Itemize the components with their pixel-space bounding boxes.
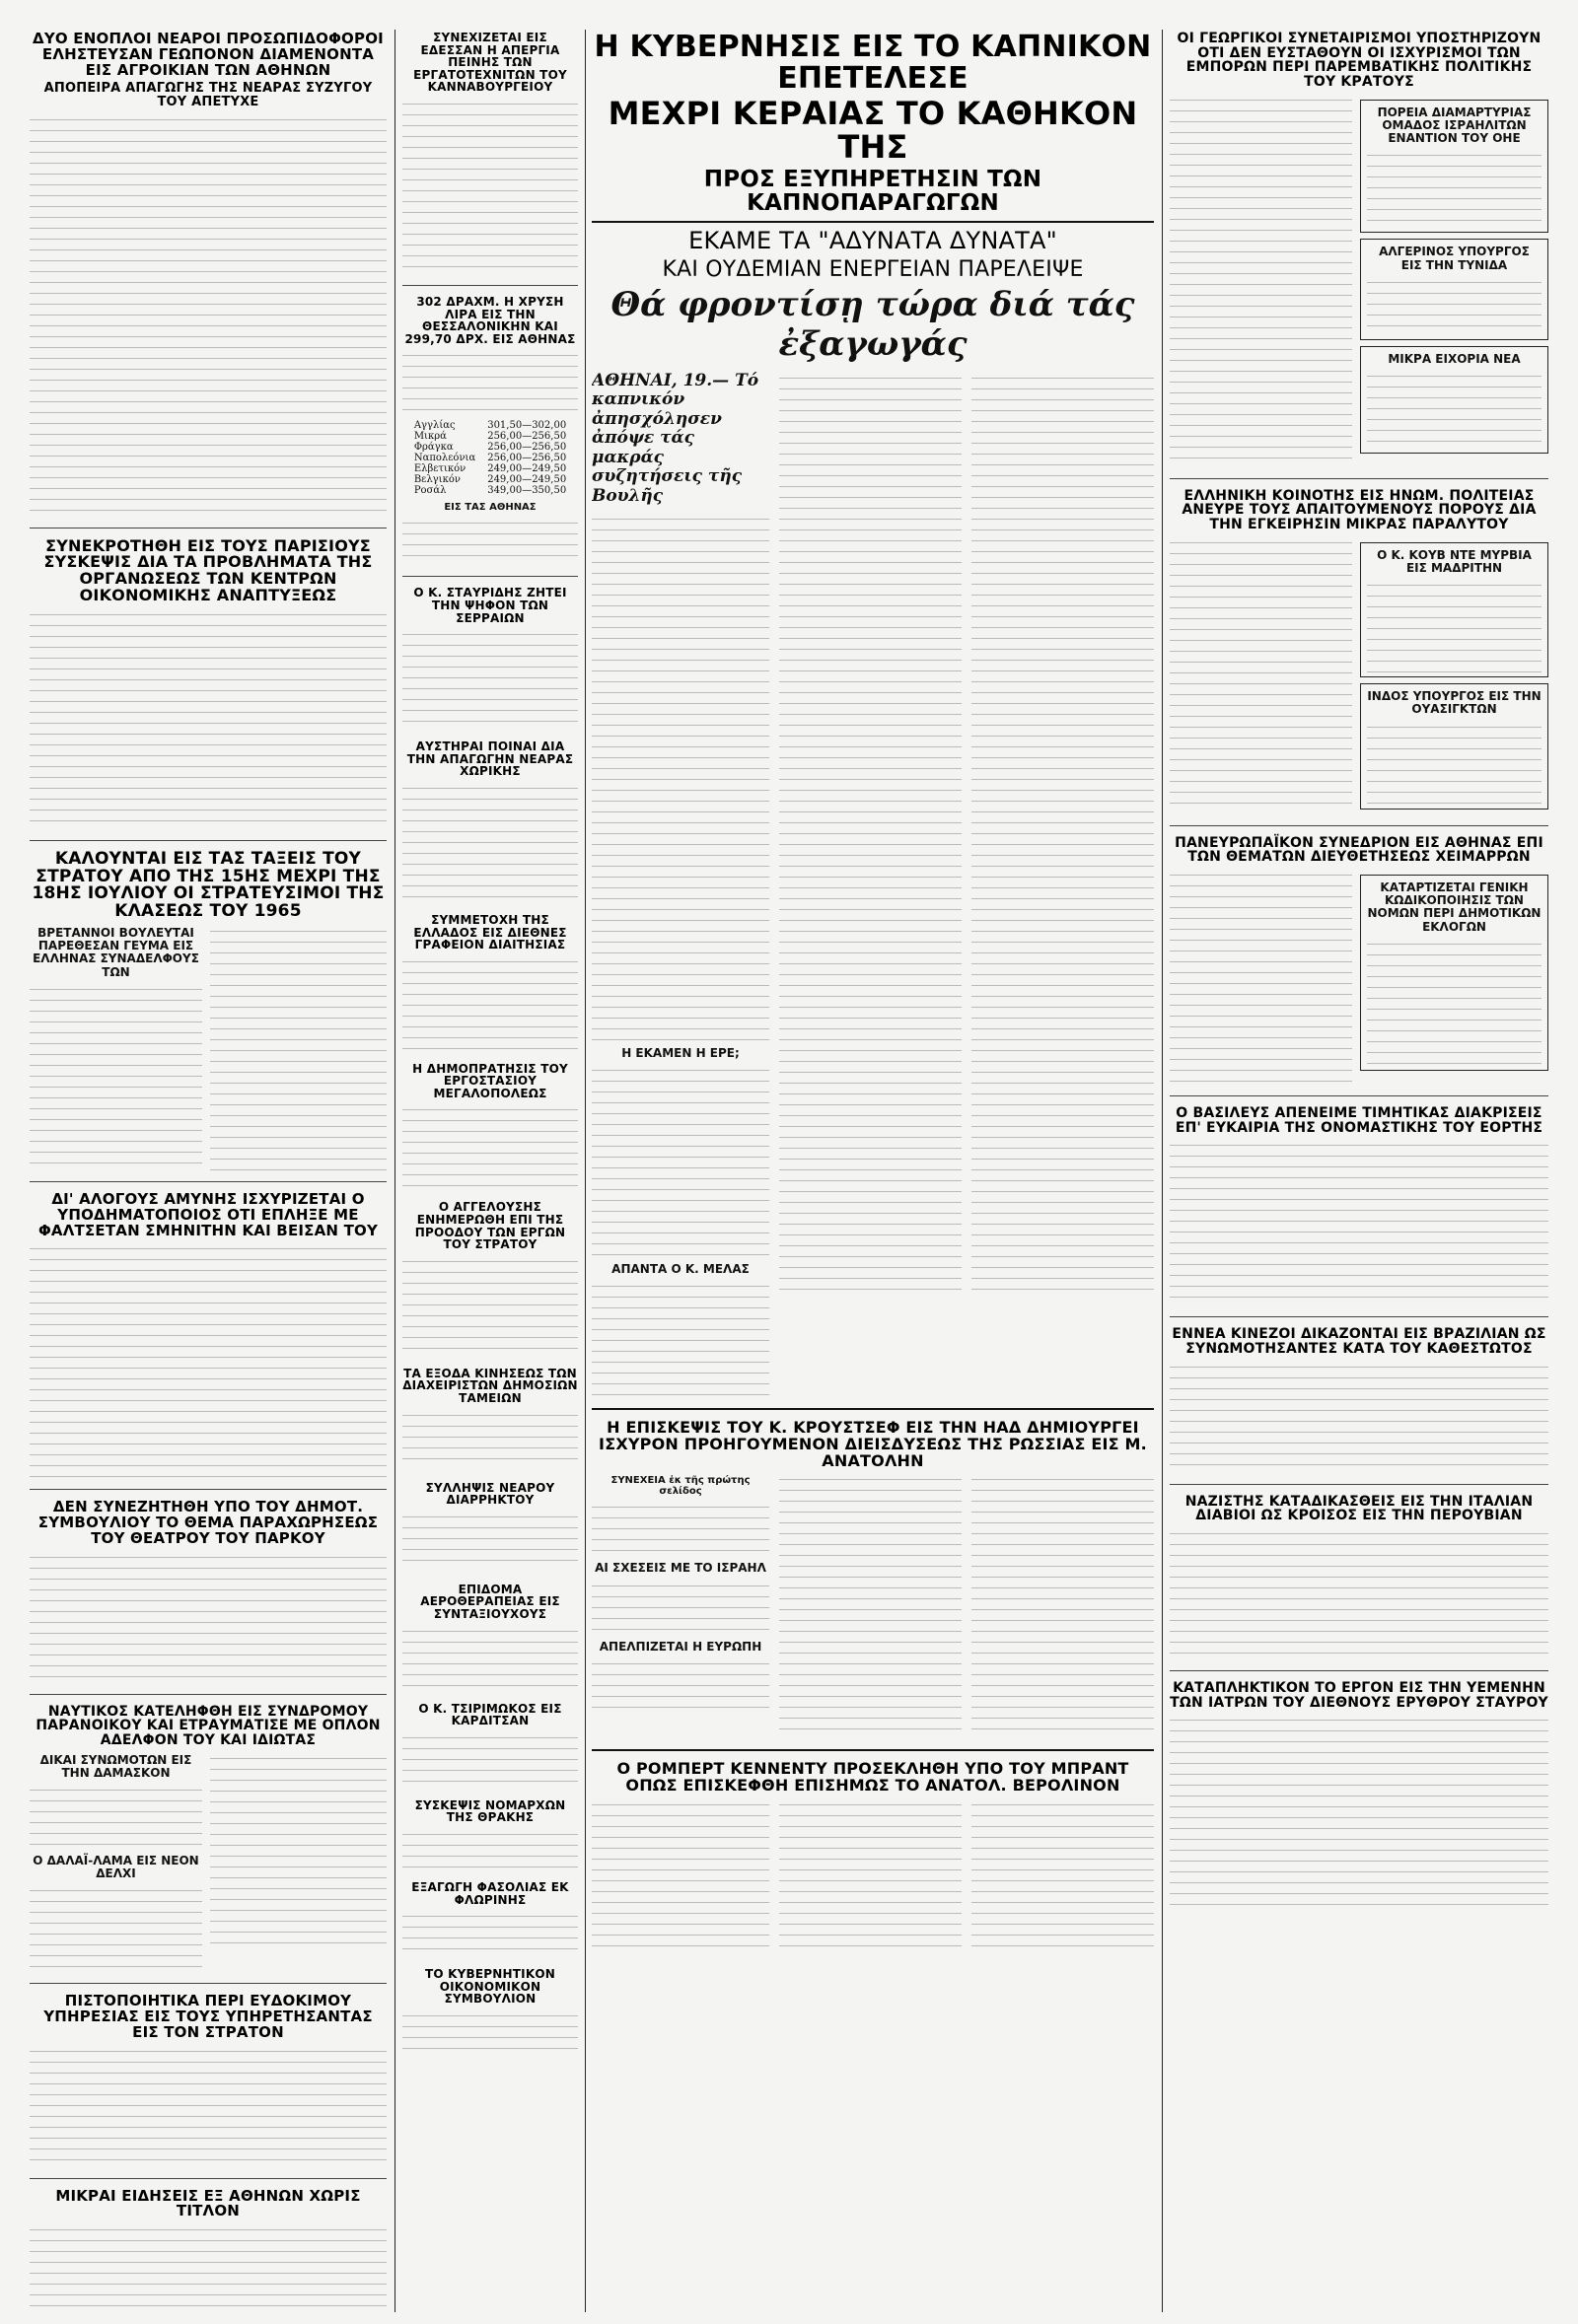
divider: [30, 1181, 387, 1182]
article-body: [402, 955, 578, 1049]
article-body: [779, 372, 962, 1299]
headline: ΕΝΝΕΑ ΚΙΝΕΖΟΙ ΔΙΚΑΖΟΝΤΑΙ ΕΙΣ ΒΡΑΖΙΛΙΑΝ ΩΣ ΣΥΝΩΜΟΤΗΣΑΝΤΕΣ ΚΑΤΑ ΤΟΥ ΚΑΘΕΣΤΩΤΟΣ: [1172, 1326, 1546, 1357]
article-body: [30, 983, 202, 1170]
article-body: [402, 1625, 578, 1689]
article-gold-sovereign: [402, 292, 578, 566]
price-label: Μικρά: [413, 431, 447, 443]
price-value: 256,00—256,50: [487, 442, 567, 454]
script-headline: Θά φροντίσῃ τώρα διά τάς ἐξαγωγάς: [610, 284, 1135, 364]
price-value: 256,00—256,50: [487, 453, 567, 464]
subheadline: ΔΙΚΑΙ ΣΥΝΩΜΟΤΩΝ ΕΙΣ ΤΗΝ ΔΑΜΑΣΚΟΝ: [39, 1752, 192, 1780]
article-chinese-trial: [1170, 1323, 1548, 1473]
headline: ΝΑΥΤΙΚΟΣ ΚΑΤΕΛΗΦΘΗ ΕΙΣ ΣΥΝΔΡΟΜΟΥ ΠΑΡΑΝΟΙΚΟΥ ΚΑΙ ΕΤΡΑΥΜΑΤΙΣΕ ΜΕ ΟΠΛΟΝ ΑΔΕΛΦΟΝ ΤΟΥ ΚΑΙ ΙΔΙΩΤΑΣ: [36, 1703, 381, 1748]
article-kennedy: [592, 1757, 1154, 1956]
article-body: [402, 1731, 578, 1786]
divider: [592, 1749, 1154, 1751]
gold-price-table: [408, 420, 572, 496]
article-body: [1170, 1139, 1548, 1306]
headline: ΣΥΜΜΕΤΟΧΗ ΤΗΣ ΕΛΛΑΔΟΣ ΕΙΣ ΔΙΕΘΝΕΣ ΓΡΑΦΕΙΟΝ ΔΙΑΙΤΗΣΙΑΣ: [413, 912, 567, 952]
article-paris-meeting: [30, 534, 387, 830]
price-row: [408, 463, 572, 474]
article-body: [30, 2045, 387, 2168]
headline: ΕΞΑΓΩΓΗ ΦΑΣΟΛΙΑΣ ΕΚ ΦΛΩΡΙΝΗΣ: [411, 1879, 569, 1907]
article-body: [30, 1551, 387, 1684]
headline: ΜΙΚΡΑΙ ΕΙΔΗΣΕΙΣ ΕΞ ΑΘΗΝΩΝ ΧΩΡΙΣ ΤΙΤΛΟΝ: [55, 2186, 361, 2220]
headline: ΔΙ' ΑΛΟΓΟΥΣ ΑΜΥΝΗΣ ΙΣΧΥΡΙΖΕΤΑΙ Ο ΥΠΟΔΗΜΑΤΟΠΟΙΟΣ ΟΤΙ ΕΠΛΗΞΕ ΜΕ ΦΑΛΤΣΕΤΑΝ ΣΜΗΝΙΤΗΝ ΚΑΙ ΒΕΙΣΑΝ ΤΟΥ: [37, 1190, 379, 1239]
article-body: [1170, 1361, 1548, 1474]
article-body: [30, 1242, 387, 1479]
headline: Ο ΑΓΓΕΛΟΥΣΗΣ ΕΝΗΜΕΡΩΘΗ ΕΠΙ ΤΗΣ ΠΡΟΟΔΟΥ ΤΩΝ ΕΡΓΩΝ ΤΟΥ ΣΤΡΑΤΟΥ: [414, 1200, 566, 1252]
section-heading: Η ΕΚΑΜΕΝ Η ΕΡΕ;: [621, 1045, 740, 1060]
article-body: [1367, 579, 1542, 672]
article-body: [210, 925, 387, 1171]
article-body: [30, 113, 387, 518]
headline: ΑΥΣΤΗΡΑΙ ΠΟΙΝΑΙ ΔΙΑ ΤΗΝ ΑΠΑΓΩΓΗΝ ΝΕΑΡΑΣ ΧΩΡΙΚΗΣ: [406, 739, 574, 779]
article-congress: [1170, 832, 1548, 1086]
headline: ΚΑΤΑΠΛΗΚΤΙΚΟΝ ΤΟ ΕΡΓΟΝ ΕΙΣ ΤΗΝ ΥΕΜΕΝΗΝ ΤΩΝ ΙΑΤΡΩΝ ΤΟΥ ΔΙΕΘΝΟΥΣ ΕΡΥΘΡΟΥ ΣΤΑΥΡΟΥ: [1170, 1680, 1548, 1711]
price-value: 249,00—249,50: [487, 474, 567, 486]
price-row: [408, 453, 572, 463]
article-short-news: [30, 2185, 387, 2314]
article-body: [210, 1752, 387, 1949]
article-burglar: [402, 1478, 578, 1570]
headline: ΤΟ ΚΥΒΕΡΝΗΤΙΚΟΝ ΟΙΚΟΝΟΜΙΚΟΝ ΣΥΜΒΟΥΛΙΟΝ: [425, 1967, 555, 2007]
column-rule: [394, 30, 395, 2312]
headline: ΚΑΛΟΥΝΤΑΙ ΕΙΣ ΤΑΣ ΤΑΞΕΙΣ ΤΟΥ ΣΤΡΑΤΟΥ ΑΠΟ ΤΗΣ 15ΗΣ ΜΕΧΡΙ ΤΗΣ 18ΗΣ ΙΟΥΛΙΟΥ ΟΙ ΣΤΡΑΤΕΥΣΙΜΟΙ ΤΗΣ ΚΛΑΣΕΩΣ ΤΟΥ 1965: [32, 848, 385, 922]
article-body: [402, 1255, 578, 1354]
price-label: Ροσάλ: [413, 485, 447, 497]
article-tsirimokos: [402, 1699, 578, 1786]
price-row: [408, 431, 572, 442]
article-body: [779, 1473, 962, 1739]
quote-headline-2: ΚΑΙ ΟΥΔΕΜΙΑΝ ΕΝΕΡΓΕΙΑΝ ΠΑΡΕΛΕΙΨΕ: [662, 256, 1084, 282]
box-headline: ΚΑΤΑΡΤΙΖΕΤΑΙ ΓΕΝΙΚΗ ΚΩΔΙΚΟΠΟΙΗΣΙΣ ΤΩΝ ΝΟΜΩΝ ΠΕΡΙ ΔΗΜΟΤΙΚΩΝ ΕΚΛΟΓΩΝ: [1367, 880, 1542, 934]
article-body: [402, 1409, 578, 1468]
article-cooperatives: [1170, 28, 1548, 468]
article-pension: [402, 1580, 578, 1689]
main-headline-3: ΠΡΟΣ ΕΞΥΠΗΡΕΤΗΣΙΝ ΤΩΝ ΚΑΠΝΟΠΑΡΑΓΩΓΩΝ: [703, 167, 1042, 217]
subheadline: ΑΠΟΠΕΙΡΑ ΑΠΑΓΩΓΗΣ ΤΗΣ ΝΕΑΡΑΣ ΣΥΖΥΓΟΥ ΤΟΥ ΑΠΕΤΥΧΕ: [43, 81, 373, 109]
subheadline: ΕΙΣ ΤΑΣ ΑΘΗΝΑΣ: [444, 502, 537, 514]
headline: ΕΛΛΗΝΙΚΗ ΚΟΙΝΟΤΗΣ ΕΙΣ ΗΝΩΜ. ΠΟΛΙΤΕΙΑΣ ΑΝΕΥΡΕ ΤΟΥΣ ΑΠΑΙΤΟΥΜΕΝΟΥΣ ΠΟΡΟΥΣ ΔΙΑ ΤΗΝ ΕΓΚΕΙΡΗΣΙΝ ΜΙΚΡΑΣ ΠΑΡΑΛΥΤΟΥ: [1182, 487, 1537, 533]
continued-label: ΣΥΝΕΧΕΙΑ ἐκ τῆς πρώτης σελίδος: [610, 1475, 751, 1498]
price-label: Ελβετικόν: [413, 463, 466, 475]
article-body: [402, 349, 578, 418]
headline: ΣΥΝΕΧΙΖΕΤΑΙ ΕΙΣ ΕΔΕΣΣΑΝ Η ΑΠΕΡΓΙΑ ΠΕΙΝΗΣ ΤΩΝ ΕΡΓΑΤΟΤΕΧΝΙΤΩΝ ΤΟΥ ΚΑΝΝΑΒΟΥΡΓΕΙΟΥ: [413, 31, 567, 95]
article-body: [971, 1798, 1154, 1956]
article-body: [779, 1798, 962, 1956]
article-body: [592, 1798, 769, 1956]
article-certificates: [30, 1990, 387, 2167]
article-body: [402, 1511, 578, 1570]
article-body: [592, 1501, 769, 1560]
second-column: [402, 28, 578, 2314]
article-angelousis: [402, 1197, 578, 1353]
box-headline: ΙΝΔΟΣ ΥΠΟΥΡΓΟΣ ΕΙΣ ΤΗΝ ΟΥΑΣΙΓΚΤΩΝ: [1367, 689, 1542, 717]
article-shoemaker: [30, 1188, 387, 1479]
article-stavridis: [402, 583, 578, 727]
divider: [30, 840, 387, 841]
article-conscripts: [30, 847, 387, 1171]
article-body: [30, 1884, 202, 1973]
divider: [402, 576, 578, 577]
article-king-honours: [1170, 1102, 1548, 1306]
article-beans: [402, 1877, 578, 1954]
article-community: [1170, 485, 1548, 815]
article-body: [592, 1064, 769, 1261]
article-body: [402, 1828, 578, 1867]
article-body: [402, 2009, 578, 2049]
article-body: [1170, 1714, 1548, 1911]
divider: [30, 1694, 387, 1695]
article-body: [30, 2223, 387, 2314]
left-column: [30, 28, 387, 2314]
box-headline: ΜΙΚΡΑ ΕΙΧΟΡΙΑ ΝΕΑ: [1388, 351, 1521, 366]
price-label: Βελγικόν: [413, 474, 461, 486]
article-body: [1170, 869, 1352, 1086]
center-column: [592, 28, 1154, 2314]
article-tobacco: [592, 28, 1154, 1398]
headline: Ο Κ. ΤΣΙΡΙΜΩΚΟΣ ΕΙΣ ΚΑΡΔΙΤΣΑΝ: [418, 1701, 562, 1728]
headline: ΤΑ ΕΞΟΔΑ ΚΙΝΗΣΕΩΣ ΤΩΝ ΔΙΑΧΕΙΡΙΣΤΩΝ ΔΗΜΟΣΙΩΝ ΤΑΜΕΙΩΝ: [402, 1366, 578, 1406]
main-headline: Η ΚΥΒΕΡΝΗΣΙΣ ΕΙΣ ΤΟ ΚΑΠΝΙΚΟΝ ΕΠΕΤΕΛΕΣΕ: [594, 30, 1152, 96]
article-body: [402, 517, 578, 566]
article-edessa-strike: [402, 28, 578, 275]
divider: [1170, 1484, 1548, 1485]
divider: [30, 2178, 387, 2179]
divider: [1170, 478, 1548, 479]
price-value: 349,00—350,50: [487, 485, 567, 497]
column-rule: [1162, 30, 1163, 2312]
article-body: [402, 782, 578, 900]
article-body: [30, 608, 387, 830]
article-body: [971, 1473, 1154, 1739]
section-heading: ΑΠΕΛΠΙΖΕΤΑΙ Η ΕΥΡΩΠΗ: [599, 1639, 762, 1654]
article-body: [402, 98, 578, 275]
headline: ΣΥΣΚΕΨΙΣ ΝΟΜΑΡΧΩΝ ΤΗΣ ΘΡΑΚΗΣ: [414, 1797, 566, 1825]
headline: ΕΠΙΔΟΜΑ ΑΕΡΟΘΕΡΑΠΕΙΑΣ ΕΙΣ ΣΥΝΤΑΞΙΟΥΧΟΥΣ: [420, 1582, 560, 1621]
price-label: Φράγκα: [413, 442, 454, 454]
price-row: [408, 474, 572, 485]
divider: [1170, 825, 1548, 826]
headline: ΟΙ ΓΕΩΡΓΙΚΟΙ ΣΥΝΕΤΑΙΡΙΣΜΟΙ ΥΠΟΣΤΗΡΙΖΟΥΝ ΟΤΙ ΔΕΝ ΕΥΣΤΑΘΟΥΝ ΟΙ ΙΣΧΥΡΙΣΜΟΙ ΤΩΝ ΕΜΠΟΡΩΝ ΠΕΡΙ ΠΑΡΕΜΒΑΤΙΚΗΣ ΠΟΛΙΤΙΚΗΣ ΤΟΥ ΚΡΑΤΟΥΣ: [1177, 31, 1542, 91]
price-value: 256,00—256,50: [487, 431, 567, 443]
headline: ΠΙΣΤΟΠΟΙΗΤΙΚΑ ΠΕΡΙ ΕΥΔΟΚΙΜΟΥ ΥΠΗΡΕΣΙΑΣ ΕΙΣ ΤΟΥΣ ΥΠΗΡΕΤΗΣΑΝΤΑΣ ΕΙΣ ΤΟΝ ΣΤΡΑΤΟΝ: [43, 1992, 373, 2041]
article-body: [1367, 721, 1542, 805]
headline: ΔΕΝ ΣΥΝΕΖΗΤΗΘΗ ΥΠΟ ΤΟΥ ΔΗΜΟΤ. ΣΥΜΒΟΥΛΙΟΥ ΤΟ ΘΕΜΑ ΠΑΡΑΧΩΡΗΣΕΩΣ ΤΟΥ ΘΕΑΤΡΟΥ ΤΟΥ ΠΑΡΚΟΥ: [37, 1498, 379, 1547]
headline: Ο Κ. ΣΤΑΥΡΙΔΗΣ ΖΗΤΕΙ ΤΗΝ ΨΗΦΟΝ ΤΩΝ ΣΕΡΡΑΙΩΝ: [413, 586, 567, 625]
article-megalopolis: [402, 1059, 578, 1188]
headline: 302 ΔΡΑΧΜ. Η ΧΡΥΣΗ ΛΙΡΑ ΕΙΣ ΤΗΝ ΘΕΣΣΑΛΟΝΙΚΗΝ ΚΑΙ 299,70 ΔΡΧ. ΕΙΣ ΑΘΗΝΑΣ: [404, 294, 576, 346]
divider: [30, 1489, 387, 1490]
headline: ΠΑΝΕΥΡΩΠΑΪΚΟΝ ΣΥΝΕΔΡΙΟΝ ΕΙΣ ΑΘΗΝΑΣ ΕΠΙ ΤΩΝ ΘΕΜΑΤΩΝ ΔΙΕΥΘΕΤΗΣΕΩΣ ΧΕΙΜΑΡΡΩΝ: [1175, 834, 1543, 866]
article-body: [1170, 536, 1352, 812]
headline: Η ΕΠΙΣΚΕΨΙΣ ΤΟΥ Κ. ΚΡΟΥΣΤΣΕΦ ΕΙΣ ΤΗΝ ΗΑΔ ΔΗΜΙΟΥΡΓΕΙ ΙΣΧΥΡΟΝ ΠΡΟΗΓΟΥΜΕΝΟΝ ΔΙΕΙΣΔΥΣΕΩΣ ΤΗΣ ΡΩΣΣΙΑΣ ΕΙΣ Μ. ΑΝΑΤΟΛΗΝ: [599, 1417, 1147, 1470]
headline: Ο ΒΑΣΙΛΕΥΣ ΑΠΕΝΕΙΜΕ ΤΙΜΗΤΙΚΑΣ ΔΙΑΚΡΙΣΕΙΣ ΕΠ' ΕΥΚΑΙΡΙΑ ΤΗΣ ΟΝΟΜΑΣΤΙΚΗΣ ΤΟΥ ΕΟΡΤΗΣ: [1175, 1104, 1543, 1136]
section-heading: ΑΠΑΝΤΑ Ο Κ. ΜΕΛΑΣ: [611, 1261, 750, 1276]
article-body: [402, 1103, 578, 1187]
subheadline: Ο ΔΑΛΑΪ-ΛΑΜΑ ΕΙΣ ΝΕΟΝ ΔΕΛΧΙ: [33, 1854, 199, 1881]
headline: ΣΥΝΕΚΡΟΤΗΘΗ ΕΙΣ ΤΟΥΣ ΠΑΡΙΣΙΟΥΣ ΣΥΣΚΕΨΙΣ ΔΙΑ ΤΑ ΠΡΟΒΛΗΜΑΤΑ ΤΗΣ ΟΡΓΑΝΩΣΕΩΣ ΤΩΝ ΚΕΝΤΡΩΝ ΟΙΚΟΝΟΜΙΚΗΣ ΑΝΑΠΤΥΞΕΩΣ: [43, 535, 373, 604]
article-body: [1170, 94, 1352, 468]
article-body: [592, 1657, 769, 1717]
article-theatre: [30, 1496, 387, 1683]
box-headline: ΠΟΡΕΙΑ ΔΙΑΜΑΡΤΥΡΙΑΣ ΟΜΑΔΟΣ ΙΣΡΑΗΛΙΤΩΝ ΕΝΑΝΤΙΟΝ ΤΟΥ ΟΗΕ: [1377, 105, 1532, 146]
price-row: [408, 420, 572, 431]
article-body: [402, 628, 578, 727]
article-body: [1367, 938, 1542, 1066]
column-rule: [585, 30, 586, 2312]
article-sailor: [30, 1701, 387, 1974]
article-expenses: [402, 1364, 578, 1468]
article-body: [1367, 276, 1542, 335]
divider: [592, 1408, 1154, 1410]
divider: [30, 1983, 387, 1984]
divider: [1170, 1095, 1548, 1096]
article-body: [592, 1280, 769, 1398]
article-body: [592, 1580, 769, 1639]
article-body: [592, 513, 769, 1045]
price-label: Ναπολεόνια: [413, 453, 476, 464]
divider: [402, 285, 578, 286]
article-nazi: [1170, 1491, 1548, 1660]
box-headline: ΑΛΓΕΡΙΝΟΣ ΥΠΟΥΡΓΟΣ ΕΙΣ ΤΗΝ ΤΥΝΙΔΑ: [1379, 245, 1530, 272]
article-red-cross: [1170, 1677, 1548, 1911]
headline: ΣΥΛΛΗΨΙΣ ΝΕΑΡΟΥ ΔΙΑΡΡΗΚΤΟΥ: [425, 1480, 555, 1508]
article-body: [30, 1784, 202, 1853]
article-economic-council: [402, 1964, 578, 2049]
article-arbitration: [402, 910, 578, 1049]
headline: Η ΔΗΜΟΠΡΑΤΗΣΙΣ ΤΟΥ ΕΡΓΟΣΤΑΣΙΟΥ ΜΕΓΑΛΟΠΟΛΕΩΣ: [412, 1061, 568, 1100]
section-heading: ΑΙ ΣΧΕΣΕΙΣ ΜΕ ΤΟ ΙΣΡΑΗΛ: [595, 1561, 766, 1576]
article-body: [1367, 149, 1542, 228]
article-gunmen: [30, 28, 387, 518]
headline: Ο ΡΟΜΠΕΡΤ ΚΕΝΝΕΝΤΥ ΠΡΟΣΕΚΛΗΘΗ ΥΠΟ ΤΟΥ ΜΠΡΑΝΤ ΟΠΩΣ ΕΠΙΣΚΕΦΘΗ ΕΠΙΣΗΜΩΣ ΤΟ ΑΝΑΤΟΛ. ΒΕΡΟΛΙΝΟΝ: [616, 1759, 1129, 1796]
article-body: [971, 372, 1154, 1299]
divider: [1170, 1670, 1548, 1671]
quote-headline: ΕΚΑΜΕ ΤΑ "ΑΔΥΝΑΤΑ ΔΥΝΑΤΑ": [688, 227, 1057, 255]
article-penalties: [402, 737, 578, 900]
subheadline: ΒΡΕΤΑΝΝΟΙ ΒΟΥΛΕΥΤΑΙ ΠΑΡΕΘΕΣΑΝ ΓΕΥΜΑ ΕΙΣ ΕΛΛΗΝΑΣ ΣΥΝΑΔΕΛΦΟΥΣ ΤΩΝ: [33, 926, 199, 979]
box-headline: Ο Κ. ΚΟΥΒ ΝΤΕ ΜΥΡΒΙΑ ΕΙΣ ΜΑΔΡΙΤΗΝ: [1377, 547, 1532, 575]
article-body: [1170, 1527, 1548, 1660]
article-khrushchev: [592, 1416, 1154, 1739]
article-body: [1367, 370, 1542, 449]
article-body: [402, 1910, 578, 1954]
article-thrace: [402, 1796, 578, 1867]
price-row: [408, 442, 572, 453]
price-row: [408, 485, 572, 496]
price-label: Αγγλίας: [413, 420, 456, 432]
divider: [592, 221, 1154, 223]
headline: ΔΥΟ ΕΝΟΠΛΟΙ ΝΕΑΡΟΙ ΠΡΟΣΩΠΙΔΟΦΟΡΟΙ ΕΛΗΣΤΕΥΣΑΝ ΓΕΩΠΟΝΟΝ ΔΙΑΜΕΝΟΝΤΑ ΕΙΣ ΑΓΡΟΙΚΙΑΝ ΤΩΝ ΑΘΗΝΩΝ: [33, 30, 384, 79]
divider: [1170, 1316, 1548, 1317]
price-value: 301,50—302,00: [487, 420, 567, 432]
headline: ΝΑΖΙΣΤΗΣ ΚΑΤΑΔΙΚΑΣΘΕΙΣ ΕΙΣ ΤΗΝ ΙΤΑΛΙΑΝ ΔΙΑΒΙΟΙ ΩΣ ΚΡΟΙΣΟΣ ΕΙΣ ΤΗΝ ΠΕΡΟΥΒΙΑΝ: [1184, 1493, 1534, 1524]
price-value: 249,00—249,50: [487, 463, 567, 475]
right-column: [1170, 28, 1548, 2314]
lead-paragraph: ΑΘΗΝΑΙ, 19.— Τό καπνικόν ἀπησχόλησεν ἀπόψε τάς μακράς συζητήσεις τῆς Βουλῆς: [592, 370, 759, 507]
main-headline-2: ΜΕΧΡΙ ΚΕΡΑΙΑΣ ΤΟ ΚΑΘΗΚΟΝ ΤΗΣ: [608, 95, 1138, 166]
